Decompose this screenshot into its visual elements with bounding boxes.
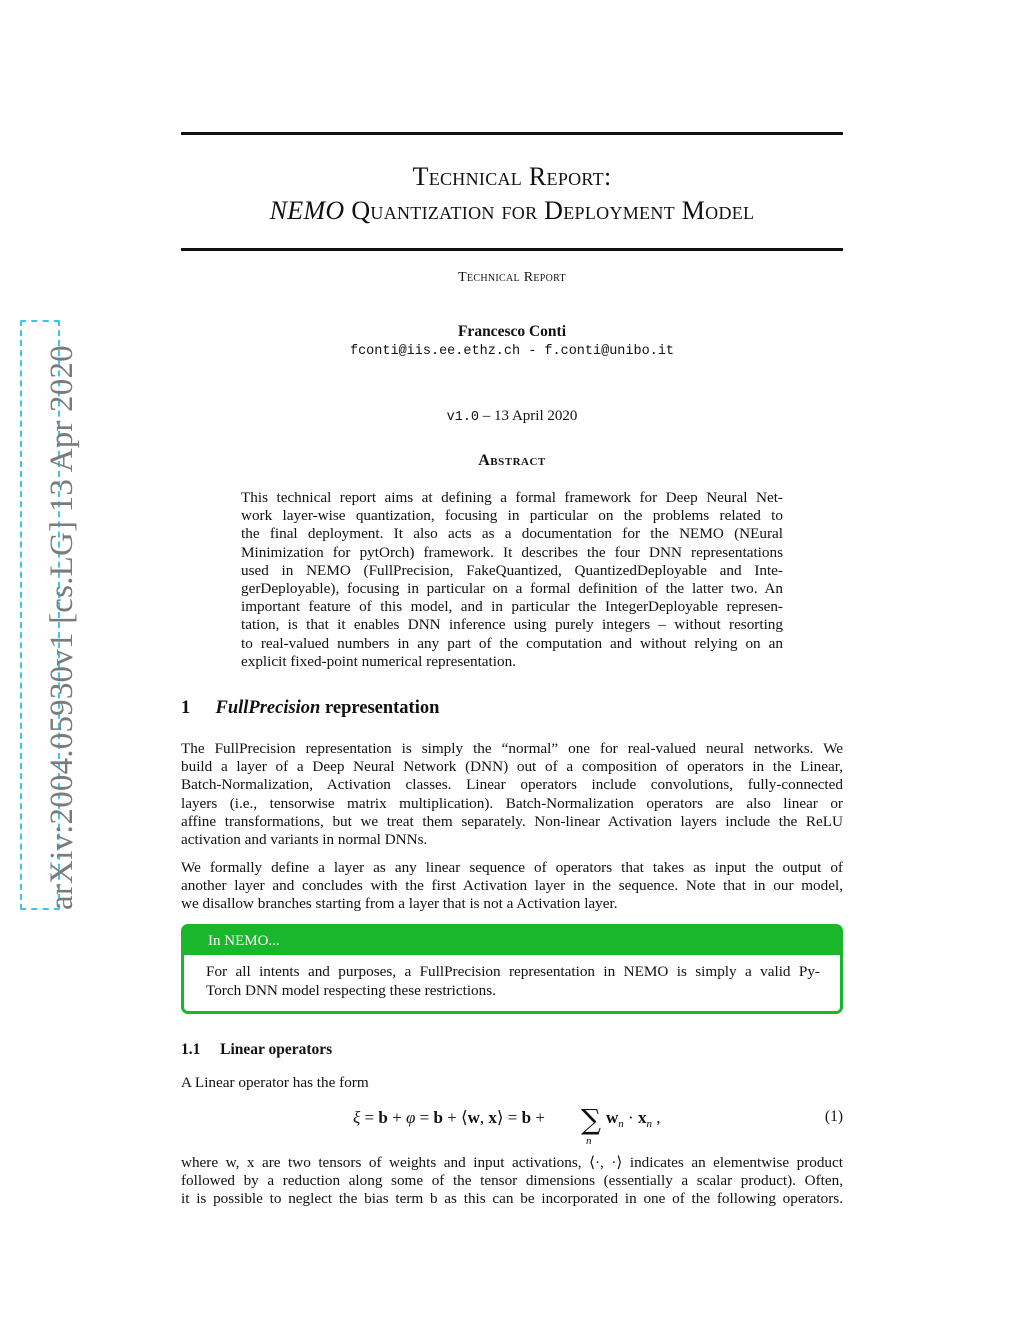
subsection-title: Linear operators	[220, 1041, 333, 1058]
body-line: We formally define a layer as any linear sequence of operators that takes as input the output of	[181, 859, 843, 876]
svg-text:∑: ∑	[581, 1103, 601, 1136]
author-name: Francesco Conti	[457, 323, 567, 340]
subsection-number: 1.1	[181, 1041, 201, 1058]
body-line: activation and variants in normal DNNs.	[181, 831, 428, 849]
equation-1	[181, 1100, 843, 1146]
body-line: we disallow branches starting from a layer that is not a Activation layer.	[181, 895, 618, 913]
equation-number: (1)	[824, 1108, 843, 1125]
abstract-line: This technical report aims at defining a formal framework for Deep Neural Net-	[241, 489, 783, 506]
title-bottom-rule	[181, 248, 843, 251]
subsection-1-1-heading	[181, 1041, 332, 1059]
arxiv-identifier[interactable]: arXiv:2004.05930v1 [cs.LG] 13 Apr 2020	[44, 345, 80, 910]
title-line-1-text: Technical Report:	[412, 162, 612, 191]
title-nemo: NEMO	[269, 196, 345, 225]
body-line: followed by a reduction along some of the tensor dimensions (essentially a scalar product). Often,	[181, 1172, 843, 1190]
abstract-line: Minimization for pytOrch) framework. It describes the four DNN representations	[241, 543, 783, 561]
document-type: Technical Report	[458, 270, 566, 285]
body-line: The FullPrecision representation is simply the “normal” one for real-valued neural networks. We	[181, 740, 843, 757]
body-line: it is possible to neglect the bias term b as this can be incorporated in one of the following operators.	[181, 1190, 843, 1208]
version-line	[181, 408, 843, 425]
body-line: affine transformations, but we treat them separately. Non-linear Activation layers include the ReLU	[181, 812, 843, 830]
body-line: where w, x are two tensors of weights and input activations, ⟨·, ·⟩ indicates an elementwise product	[181, 1154, 843, 1171]
body-line: another layer and concludes with the first Activation layer in the sequence. Note that in our model,	[181, 877, 843, 895]
body-line: layers (i.e., tensorwise matrix multiplication). Batch-Normalization operators are also linear or	[181, 794, 843, 812]
abstract-line: tation, is that it enables DNN inference using purely integers – without resorting	[241, 616, 783, 634]
subsection-intro: A Linear operator has the form	[181, 1074, 369, 1091]
equation-1-svg	[181, 1100, 843, 1146]
svg-text:ξ = b + φ = b + ⟨w, x⟩ = b +: ξ = b + φ = b + ⟨w, x⟩ = b +	[353, 1108, 545, 1127]
version-date: – 13 April 2020	[482, 408, 578, 424]
title-top-rule	[181, 132, 843, 135]
nemo-note-body	[206, 963, 820, 1000]
section-1-paragraph-1	[181, 740, 843, 849]
abstract-line: gerDeployable), focusing in particular on a formal definition of the latter two. An	[241, 580, 783, 598]
body-line: build a layer of a Deep Neural Network (DNN) out of a composition of operators in the Linear,	[181, 758, 843, 776]
abstract-heading: Abstract	[478, 452, 546, 469]
title-line-2	[181, 196, 843, 226]
body-line: Batch-Normalization, Activation classes. Linear operators include convolutions, fully-connected	[181, 776, 843, 794]
title-line-2-rest: Quantization for Deployment Model	[351, 196, 755, 225]
abstract-line: important feature of this model, and in particular the IntegerDeployable represen-	[241, 598, 783, 616]
version-tag: v1.0	[446, 410, 480, 425]
svg-text:wn · xn ,: $w_n \cdot x_n$ ,	[606, 1108, 661, 1130]
section-1-title-italic: FullPrecision	[215, 698, 321, 718]
abstract-line: used in NEMO (FullPrecision, FakeQuantized, QuantizedDeployable and Inte-	[241, 561, 783, 579]
abstract-line: the final deployment. It also acts as a documentation for the NEMO (NEural	[241, 525, 783, 543]
abstract-line: to real-valued numbers in any part of the computation and without relying on an	[241, 634, 783, 652]
nemo-note-line: For all intents and purposes, a FullPrecision representation in NEMO is simply a valid Py-	[206, 963, 820, 980]
title-line-1	[181, 162, 843, 192]
author-emails[interactable]: fconti@iis.ee.ethz.ch - f.conti@unibo.it	[349, 344, 675, 359]
subsection-paragraph	[181, 1154, 843, 1209]
nemo-note-box	[181, 924, 843, 1014]
abstract-body	[241, 489, 783, 671]
nemo-note-line: Torch DNN model respecting these restrictions.	[206, 981, 496, 999]
section-1-paragraph-2	[181, 859, 843, 914]
abstract-line: explicit fixed-point numerical representation.	[241, 652, 516, 670]
section-1-title-rest: representation	[324, 698, 440, 718]
svg-text:n: n	[586, 1135, 592, 1146]
abstract-line: work layer-wise quantization, focusing in particular on the problems related to	[241, 507, 783, 525]
section-1-number: 1	[181, 698, 191, 718]
section-1-heading	[181, 698, 439, 719]
nemo-note-header: In NEMO...	[184, 927, 840, 955]
